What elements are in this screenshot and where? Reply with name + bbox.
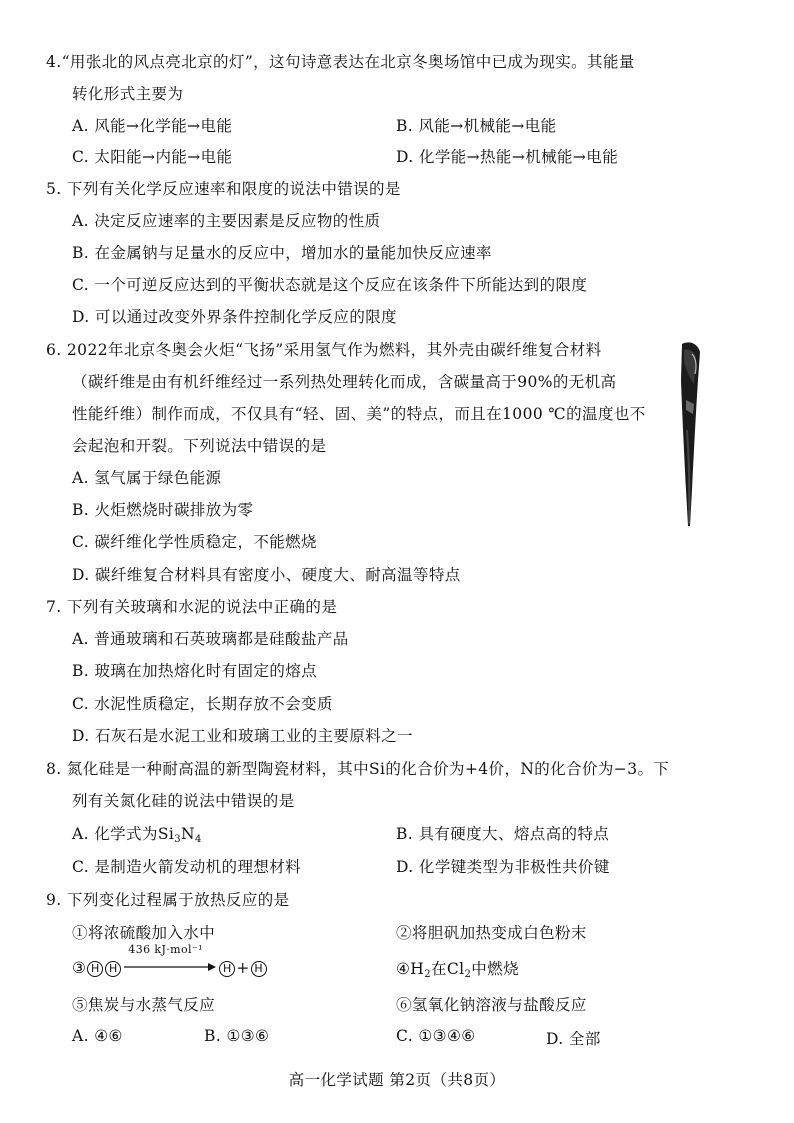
- q6-option-c: C. 碳纤维化学性质稳定，不能燃烧: [72, 533, 317, 551]
- q4-stem-line2: 转化形式主要为: [72, 85, 184, 103]
- page-footer: 高一化学试题 第2页（共8页）: [288, 1071, 506, 1089]
- q9-item-3: [72, 943, 268, 977]
- q5-stem: 5. 下列有关化学反应速率和限度的说法中错误的是: [46, 180, 401, 198]
- q8-a-mid: N: [181, 825, 195, 843]
- q7-option-a: A. 普通玻璃和石英玻璃都是硅酸盐产品: [72, 630, 349, 648]
- q9-item-4-mid: 在Cl: [430, 960, 465, 978]
- q7-option-b: B. 玻璃在加热熔化时有固定的熔点: [72, 662, 318, 680]
- q9-item-3-prefix: ③: [72, 959, 87, 977]
- q4-option-d: D. 化学能→热能→机械能→电能: [396, 148, 619, 166]
- reaction-arrow: [122, 943, 218, 975]
- energy-label: 436 kJ·mol⁻¹: [128, 943, 203, 956]
- q4-option-a: A. 风能→化学能→电能: [72, 117, 233, 135]
- q6-stem-line4: 会起泡和开裂。下列说法中错误的是: [72, 437, 327, 455]
- q6-option-b: B. 火炬燃烧时碳排放为零: [72, 501, 254, 519]
- q9-item-4-sub1: 2: [424, 969, 431, 980]
- q9-item-1: ①将浓硫酸加入水中: [72, 924, 216, 942]
- q4-option-c: C. 太阳能→内能→电能: [72, 148, 233, 166]
- q9-item-4: [396, 957, 519, 980]
- q8-option-a: [72, 822, 202, 845]
- q6-option-a: A. 氢气属于绿色能源: [72, 469, 222, 487]
- q8-option-c: C. 是制造火箭发动机的理想材料: [72, 858, 302, 876]
- h-atom-1: H: [87, 961, 103, 977]
- q7-option-d: D. 石灰石是水泥工业和玻璃工业的主要原料之一: [72, 727, 413, 745]
- q9-option-a: A. ④⑥: [72, 1027, 123, 1045]
- q9-stem: 9. 下列变化过程属于放热反应的是: [46, 891, 290, 909]
- h-atom-2: H: [105, 961, 121, 977]
- q9-item-5: ⑤焦炭与水蒸气反应: [72, 996, 216, 1014]
- q8-a-sub2: 4: [194, 834, 202, 845]
- q8-stem-line1: 8. 氮化硅是一种耐高温的新型陶瓷材料，其中Si的化合价为+4价，N的化合价为−3。下: [46, 760, 670, 778]
- arrow-icon: [122, 963, 218, 971]
- q6-stem-line3: 性能纤维）制作而成，不仅具有“轻、固、美”的特点，而且在1000 ℃的温度也不: [72, 405, 646, 423]
- q5-option-d: D. 可以通过改变外界条件控制化学反应的限度: [72, 308, 398, 326]
- h-atom-3: H: [219, 961, 235, 977]
- plus-sign: +: [236, 959, 250, 977]
- torch-image: [672, 340, 706, 530]
- q8-a-prefix: A. 化学式为Si: [72, 825, 175, 843]
- q4-stem-line1: 4.“用张北的风点亮北京的灯”，这句诗意表达在北京冬奥场馆中已成为现实。其能量: [46, 53, 635, 71]
- q8-option-b: B. 具有硬度大、熔点高的特点: [396, 825, 610, 843]
- q6-stem-line1: 6. 2022年北京冬奥会火炬“飞扬”采用氢气作为燃料，其外壳由碳纤维复合材料: [46, 341, 602, 359]
- q9-item-2: ②将胆矾加热变成白色粉末: [396, 924, 587, 942]
- q5-option-c: C. 一个可逆反应达到的平衡状态就是这个反应在该条件下所能达到的限度: [72, 276, 588, 294]
- q9-item-6: ⑥氢氧化钠溶液与盐酸反应: [396, 996, 587, 1014]
- q9-option-d: D. 全部: [546, 1030, 601, 1048]
- h-atom-4: H: [251, 961, 267, 977]
- q9-item-4-sub2: 2: [464, 969, 472, 980]
- q9-item-4-prefix: ④H: [396, 960, 425, 978]
- q9-option-b: B. ①③⑥: [204, 1027, 270, 1045]
- q5-option-b: B. 在金属钠与足量水的反应中，增加水的量能加快反应速率: [72, 244, 492, 262]
- q8-a-sub1: 3: [174, 834, 181, 845]
- q6-stem-line2: （碳纤维是由有机纤维经过一系列热处理转化而成，含碳量高于90%的无机高: [72, 373, 617, 391]
- q4-option-b: B. 风能→机械能→电能: [396, 117, 557, 135]
- q8-option-d: D. 化学键类型为非极性共价键: [396, 858, 610, 876]
- q7-option-c: C. 水泥性质稳定，长期存放不会变质: [72, 695, 333, 713]
- q7-stem: 7. 下列有关玻璃和水泥的说法中正确的是: [46, 598, 338, 616]
- q8-stem-line2: 列有关氮化硅的说法中错误的是: [72, 792, 295, 810]
- q9-option-c: C. ①③④⑥: [396, 1027, 476, 1045]
- q6-option-d: D. 碳纤维复合材料具有密度小、硬度大、耐高温等特点: [72, 566, 461, 584]
- q9-item-4-suffix: 中燃烧: [471, 960, 519, 978]
- q5-option-a: A. 决定反应速率的主要因素是反应物的性质: [72, 212, 381, 230]
